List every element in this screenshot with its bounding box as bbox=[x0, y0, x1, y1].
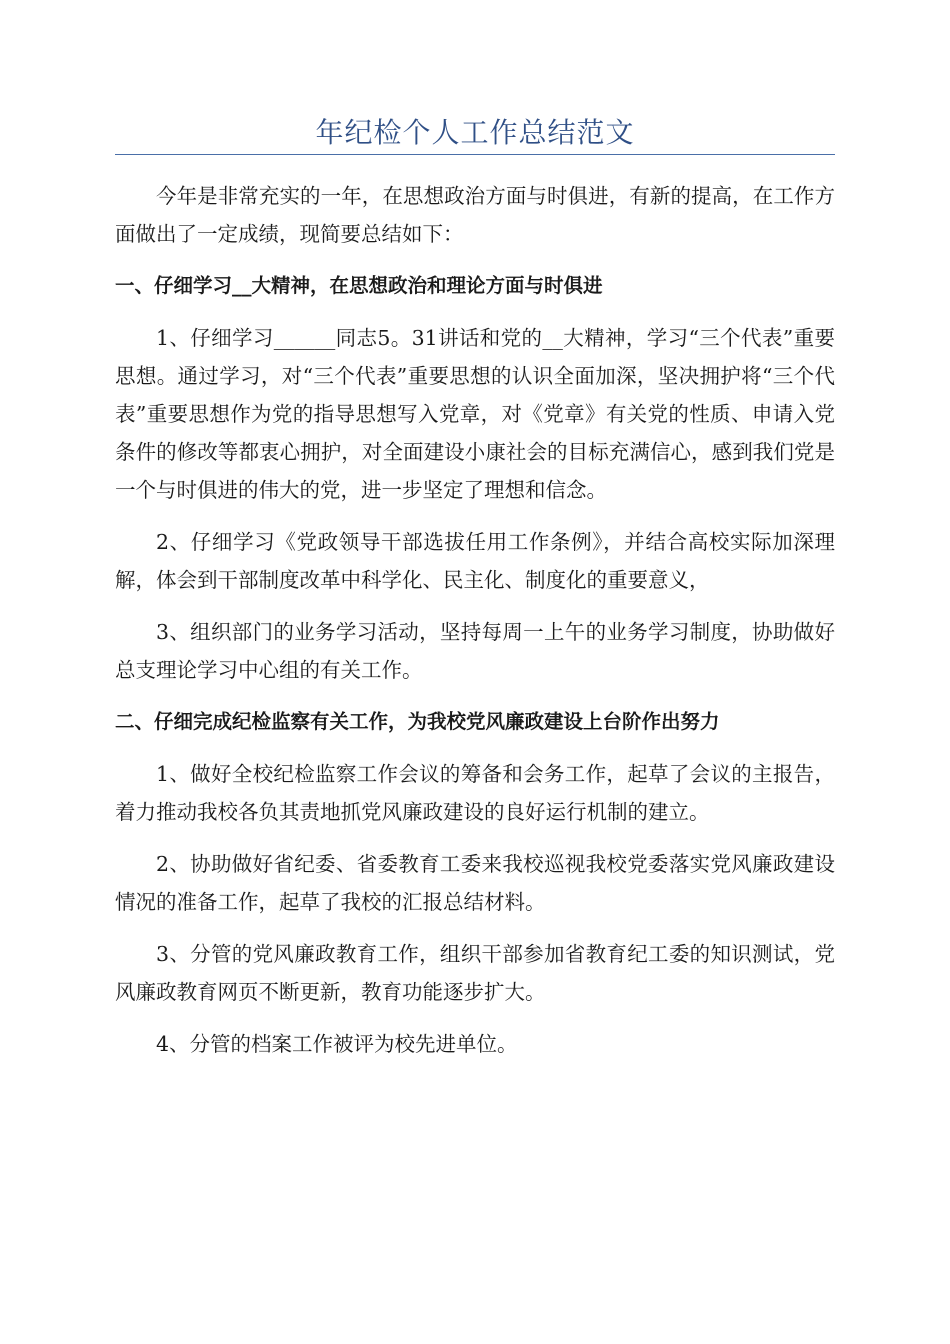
intro-paragraph: 今年是非常充实的一年，在思想政治方面与时俱进，有新的提高，在工作方面做出了一定成绩，现简要总结如下： bbox=[115, 184, 835, 246]
document-title: 年纪检个人工作总结范文 bbox=[315, 116, 635, 149]
section-1-item-1: 1、仔细学习______同志5。31讲话和党的__大精神，学习“三个代表”重要思想。通过学习，对“三个代表”重要思想的认识全面加深，坚决拥护将“三个代表”重要思想作为党的指导思想写入党章，对《党章》有关党的性质、申请入党条件的修改等都衷心拥护，对全面建设小康社会的目标充满信心，感到我们党是一个与时俱进的伟大的党，进一步坚定了理想和信念。 bbox=[115, 326, 835, 502]
section-1-heading: 一、仔细学习__大精神，在思想政治和理论方面与时俱进 bbox=[115, 274, 603, 297]
section-2-heading: 二、仔细完成纪检监察有关工作，为我校党风廉政建设上台阶作出努力 bbox=[115, 710, 720, 733]
section-1-item-3: 3、组织部门的业务学习活动，坚持每周一上午的业务学习制度，协助做好总支理论学习中心组的有关工作。 bbox=[115, 620, 835, 682]
section-2-item-4: 4、分管的档案工作被评为校先进单位。 bbox=[156, 1032, 518, 1056]
title-underline bbox=[115, 154, 835, 155]
section-2-item-2: 2、协助做好省纪委、省委教育工委来我校巡视我校党委落实党风廉政建设情况的准备工作，起草了我校的汇报总结材料。 bbox=[115, 852, 835, 914]
section-1-item-2: 2、仔细学习《党政领导干部选拔任用工作条例》，并结合高校实际加深理解，体会到干部制度改革中科学化、民主化、制度化的重要意义， bbox=[115, 530, 835, 592]
section-2-item-3: 3、分管的党风廉政教育工作，组织干部参加省教育纪工委的知识测试，党风廉政教育网页不断更新，教育功能逐步扩大。 bbox=[115, 942, 835, 1004]
section-2-item-1: 1、做好全校纪检监察工作会议的筹备和会务工作，起草了会议的主报告，着力推动我校各负其责地抓党风廉政建设的良好运行机制的建立。 bbox=[115, 762, 835, 824]
document-page bbox=[115, 108, 835, 1077]
